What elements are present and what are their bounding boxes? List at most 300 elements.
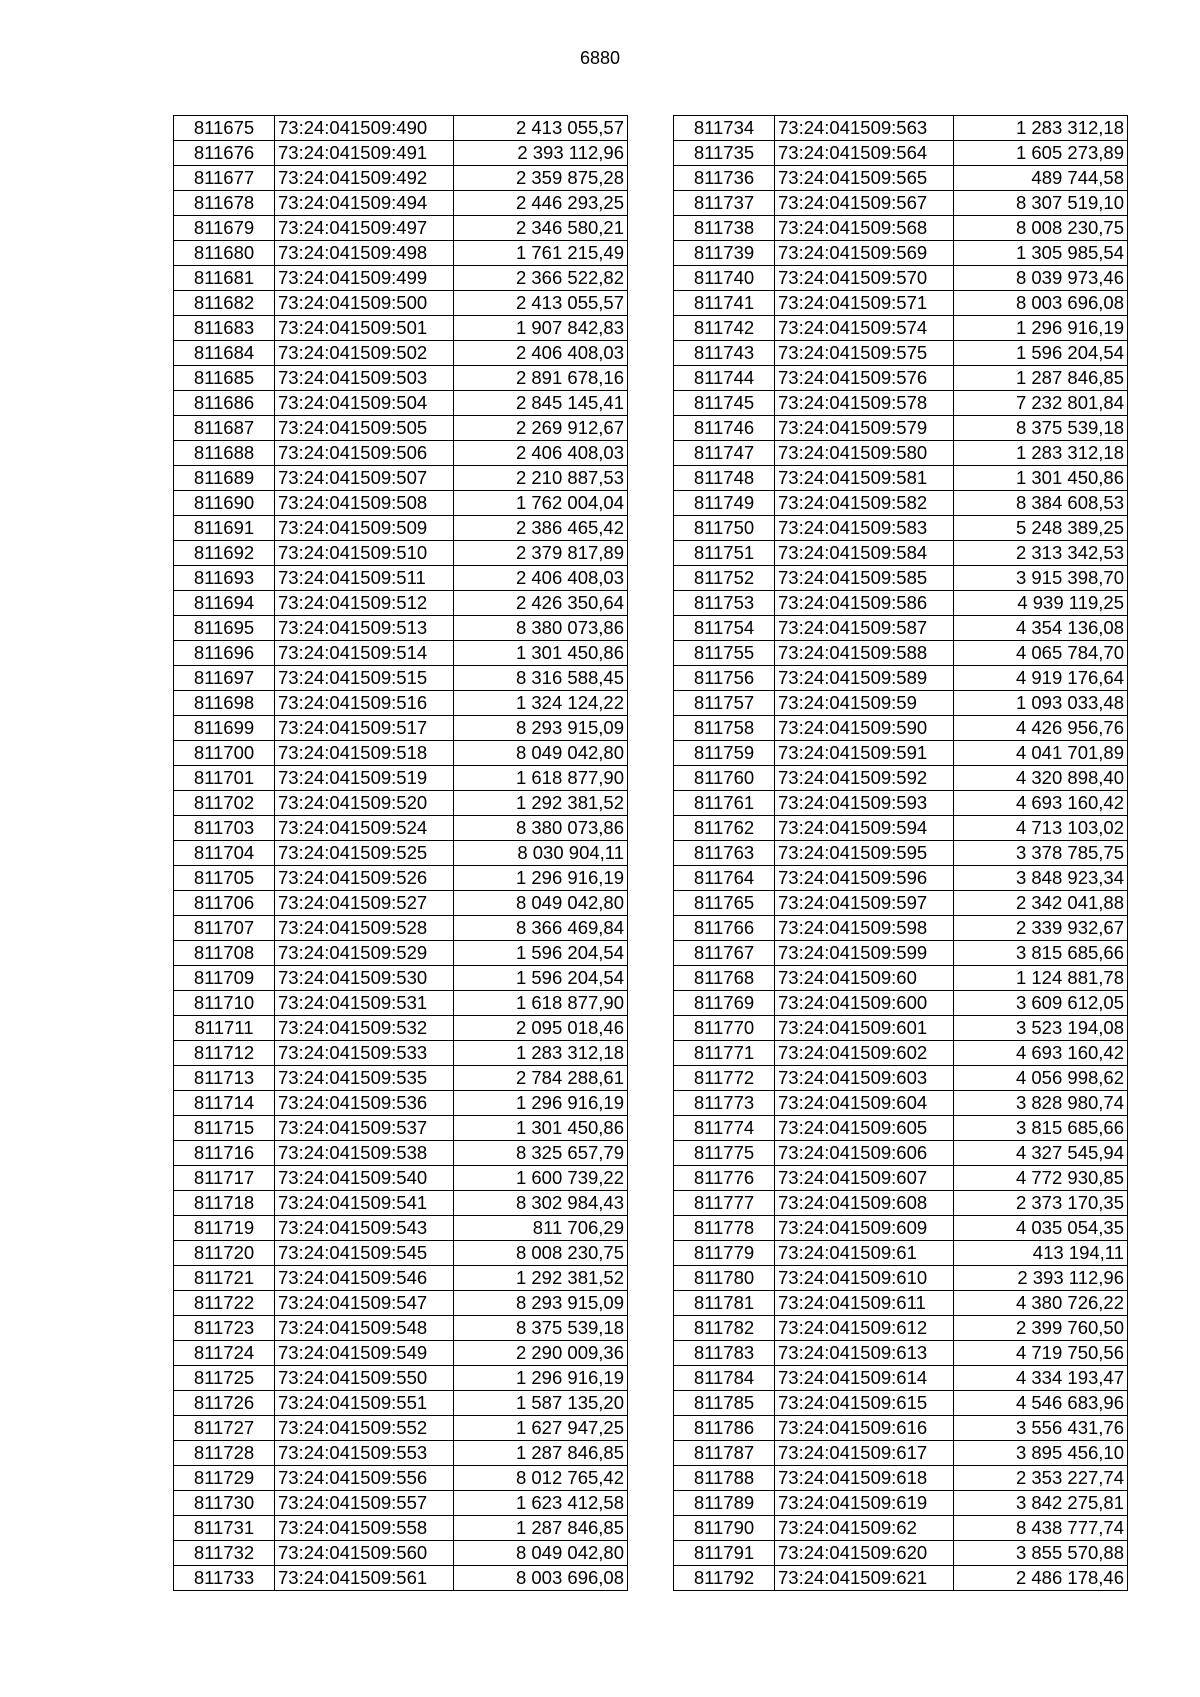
value-cell: 3 523 194,08	[954, 1016, 1128, 1041]
table-row	[174, 1266, 628, 1291]
value-cell: 3 815 685,66	[954, 941, 1128, 966]
cadastral-number-cell: 73:24:041509:607	[775, 1166, 954, 1191]
cadastral-number-cell: 73:24:041509:564	[775, 141, 954, 166]
cadastral-number-cell: 73:24:041509:612	[775, 1316, 954, 1341]
cadastral-number-cell: 73:24:041509:586	[775, 591, 954, 616]
row-number-cell: 811778	[674, 1216, 775, 1241]
cadastral-number-cell: 73:24:041509:600	[775, 991, 954, 1016]
table-row	[674, 1041, 1128, 1066]
cadastral-number-cell: 73:24:041509:591	[775, 741, 954, 766]
row-number-cell: 811737	[674, 191, 775, 216]
cadastral-number-cell: 73:24:041509:594	[775, 816, 954, 841]
cadastral-number-cell: 73:24:041509:608	[775, 1191, 954, 1216]
table-row	[674, 666, 1128, 691]
value-cell: 2 486 178,46	[954, 1566, 1128, 1591]
cadastral-number-cell: 73:24:041509:518	[275, 741, 454, 766]
cadastral-number-cell: 73:24:041509:621	[775, 1566, 954, 1591]
value-cell: 1 296 916,19	[954, 316, 1128, 341]
value-cell: 2 290 009,36	[454, 1341, 628, 1366]
table-row	[674, 1316, 1128, 1341]
table-row	[674, 241, 1128, 266]
cadastral-number-cell: 73:24:041509:532	[275, 1016, 454, 1041]
row-number-cell: 811690	[174, 491, 275, 516]
cadastral-number-cell: 73:24:041509:575	[775, 341, 954, 366]
cadastral-number-cell: 73:24:041509:587	[775, 616, 954, 641]
cadastral-number-cell: 73:24:041509:504	[275, 391, 454, 416]
table-row	[174, 741, 628, 766]
row-number-cell: 811723	[174, 1316, 275, 1341]
value-cell: 8 030 904,11	[454, 841, 628, 866]
table-row	[674, 516, 1128, 541]
cadastral-number-cell: 73:24:041509:570	[775, 266, 954, 291]
table-row	[174, 366, 628, 391]
cadastral-number-cell: 73:24:041509:611	[775, 1291, 954, 1316]
table-row	[674, 116, 1128, 141]
row-number-cell: 811751	[674, 541, 775, 566]
cadastral-number-cell: 73:24:041509:580	[775, 441, 954, 466]
table-row	[674, 1291, 1128, 1316]
row-number-cell: 811693	[174, 566, 275, 591]
value-cell: 1 287 846,85	[954, 366, 1128, 391]
value-cell: 8 438 777,74	[954, 1516, 1128, 1541]
cadastral-number-cell: 73:24:041509:599	[775, 941, 954, 966]
value-cell: 4 380 726,22	[954, 1291, 1128, 1316]
table-row	[174, 841, 628, 866]
value-cell: 1 761 215,49	[454, 241, 628, 266]
cadastral-number-cell: 73:24:041509:579	[775, 416, 954, 441]
table-row	[674, 216, 1128, 241]
row-number-cell: 811722	[174, 1291, 275, 1316]
value-cell: 3 915 398,70	[954, 566, 1128, 591]
table-row	[674, 1141, 1128, 1166]
row-number-cell: 811790	[674, 1516, 775, 1541]
value-cell: 2 406 408,03	[454, 566, 628, 591]
table-row	[174, 216, 628, 241]
value-cell: 8 003 696,08	[954, 291, 1128, 316]
cadastral-number-cell: 73:24:041509:511	[275, 566, 454, 591]
value-cell: 1 324 124,22	[454, 691, 628, 716]
value-cell: 8 008 230,75	[454, 1241, 628, 1266]
cadastral-number-cell: 73:24:041509:620	[775, 1541, 954, 1566]
row-number-cell: 811764	[674, 866, 775, 891]
value-cell: 2 095 018,46	[454, 1016, 628, 1041]
table-row	[174, 1041, 628, 1066]
table-row	[674, 966, 1128, 991]
value-cell: 5 248 389,25	[954, 516, 1128, 541]
cadastral-number-cell: 73:24:041509:557	[275, 1491, 454, 1516]
row-number-cell: 811779	[674, 1241, 775, 1266]
value-cell: 4 065 784,70	[954, 641, 1128, 666]
row-number-cell: 811738	[674, 216, 775, 241]
cadastral-number-cell: 73:24:041509:503	[275, 366, 454, 391]
table-row	[174, 816, 628, 841]
value-cell: 3 848 923,34	[954, 866, 1128, 891]
value-cell: 3 842 275,81	[954, 1491, 1128, 1516]
value-cell: 8 293 915,09	[454, 1291, 628, 1316]
cadastral-number-cell: 73:24:041509:540	[275, 1166, 454, 1191]
row-number-cell: 811704	[174, 841, 275, 866]
cadastral-number-cell: 73:24:041509:574	[775, 316, 954, 341]
row-number-cell: 811687	[174, 416, 275, 441]
row-number-cell: 811706	[174, 891, 275, 916]
row-number-cell: 811695	[174, 616, 275, 641]
table-row	[174, 1491, 628, 1516]
cadastral-number-cell: 73:24:041509:578	[775, 391, 954, 416]
row-number-cell: 811748	[674, 466, 775, 491]
value-cell: 8 375 539,18	[454, 1316, 628, 1341]
value-cell: 1 605 273,89	[954, 141, 1128, 166]
table-row	[674, 291, 1128, 316]
row-number-cell: 811718	[174, 1191, 275, 1216]
table-row	[174, 1416, 628, 1441]
table-row	[174, 266, 628, 291]
table-row	[674, 891, 1128, 916]
row-number-cell: 811736	[674, 166, 775, 191]
row-number-cell: 811762	[674, 816, 775, 841]
table-row	[174, 141, 628, 166]
value-cell: 4 772 930,85	[954, 1166, 1128, 1191]
cadastral-number-cell: 73:24:041509:616	[775, 1416, 954, 1441]
value-cell: 2 406 408,03	[454, 341, 628, 366]
value-cell: 4 713 103,02	[954, 816, 1128, 841]
row-number-cell: 811729	[174, 1466, 275, 1491]
row-number-cell: 811752	[674, 566, 775, 591]
table-row	[674, 141, 1128, 166]
value-cell: 2 379 817,89	[454, 541, 628, 566]
value-cell: 7 232 801,84	[954, 391, 1128, 416]
row-number-cell: 811774	[674, 1116, 775, 1141]
table-row	[174, 1166, 628, 1191]
value-cell: 1 296 916,19	[454, 1366, 628, 1391]
value-cell: 811 706,29	[454, 1216, 628, 1241]
table-row	[174, 691, 628, 716]
cadastral-number-cell: 73:24:041509:494	[275, 191, 454, 216]
row-number-cell: 811744	[674, 366, 775, 391]
value-cell: 2 346 580,21	[454, 216, 628, 241]
table-row	[174, 341, 628, 366]
row-number-cell: 811789	[674, 1491, 775, 1516]
value-cell: 2 845 145,41	[454, 391, 628, 416]
row-number-cell: 811708	[174, 941, 275, 966]
value-cell: 4 320 898,40	[954, 766, 1128, 791]
table-row	[674, 1241, 1128, 1266]
value-cell: 8 302 984,43	[454, 1191, 628, 1216]
row-number-cell: 811734	[674, 116, 775, 141]
cadastral-number-cell: 73:24:041509:543	[275, 1216, 454, 1241]
row-number-cell: 811783	[674, 1341, 775, 1366]
value-cell: 4 546 683,96	[954, 1391, 1128, 1416]
row-number-cell: 811777	[674, 1191, 775, 1216]
value-cell: 8 384 608,53	[954, 491, 1128, 516]
row-number-cell: 811766	[674, 916, 775, 941]
row-number-cell: 811770	[674, 1016, 775, 1041]
cadastral-number-cell: 73:24:041509:547	[275, 1291, 454, 1316]
value-cell: 489 744,58	[954, 166, 1128, 191]
value-cell: 2 269 912,67	[454, 416, 628, 441]
row-number-cell: 811761	[674, 791, 775, 816]
value-cell: 8 049 042,80	[454, 891, 628, 916]
cadastral-number-cell: 73:24:041509:60	[775, 966, 954, 991]
table-row	[174, 1091, 628, 1116]
row-number-cell: 811731	[174, 1516, 275, 1541]
cadastral-number-cell: 73:24:041509:614	[775, 1366, 954, 1391]
cadastral-number-cell: 73:24:041509:560	[275, 1541, 454, 1566]
value-cell: 8 380 073,86	[454, 616, 628, 641]
cadastral-number-cell: 73:24:041509:513	[275, 616, 454, 641]
value-cell: 2 784 288,61	[454, 1066, 628, 1091]
cadastral-number-cell: 73:24:041509:567	[775, 191, 954, 216]
cadastral-number-cell: 73:24:041509:589	[775, 666, 954, 691]
value-cell: 1 305 985,54	[954, 241, 1128, 266]
table-row	[174, 941, 628, 966]
table-row	[174, 541, 628, 566]
value-cell: 3 828 980,74	[954, 1091, 1128, 1116]
cadastral-number-cell: 73:24:041509:526	[275, 866, 454, 891]
value-cell: 2 891 678,16	[454, 366, 628, 391]
value-cell: 1 623 412,58	[454, 1491, 628, 1516]
cadastral-number-cell: 73:24:041509:536	[275, 1091, 454, 1116]
table-row	[174, 491, 628, 516]
value-cell: 2 393 112,96	[454, 141, 628, 166]
table-row	[674, 1216, 1128, 1241]
value-cell: 4 939 119,25	[954, 591, 1128, 616]
row-number-cell: 811787	[674, 1441, 775, 1466]
table-row	[174, 191, 628, 216]
table-row	[674, 991, 1128, 1016]
value-cell: 8 307 519,10	[954, 191, 1128, 216]
row-number-cell: 811757	[674, 691, 775, 716]
cadastral-number-cell: 73:24:041509:556	[275, 1466, 454, 1491]
value-cell: 8 325 657,79	[454, 1141, 628, 1166]
table-row	[674, 566, 1128, 591]
table-row	[674, 866, 1128, 891]
value-cell: 1 292 381,52	[454, 791, 628, 816]
value-cell: 4 426 956,76	[954, 716, 1128, 741]
value-cell: 1 301 450,86	[454, 1116, 628, 1141]
row-number-cell: 811677	[174, 166, 275, 191]
cadastral-number-cell: 73:24:041509:593	[775, 791, 954, 816]
table-row	[174, 316, 628, 341]
value-cell: 2 359 875,28	[454, 166, 628, 191]
table-row	[674, 616, 1128, 641]
value-cell: 2 313 342,53	[954, 541, 1128, 566]
value-cell: 1 296 916,19	[454, 1091, 628, 1116]
row-number-cell: 811743	[674, 341, 775, 366]
value-cell: 2 353 227,74	[954, 1466, 1128, 1491]
table-row	[674, 916, 1128, 941]
row-number-cell: 811726	[174, 1391, 275, 1416]
cadastral-number-cell: 73:24:041509:531	[275, 991, 454, 1016]
cadastral-number-cell: 73:24:041509:582	[775, 491, 954, 516]
value-cell: 3 609 612,05	[954, 991, 1128, 1016]
row-number-cell: 811683	[174, 316, 275, 341]
table-row	[674, 1441, 1128, 1466]
value-cell: 2 399 760,50	[954, 1316, 1128, 1341]
row-number-cell: 811740	[674, 266, 775, 291]
table-row	[174, 1191, 628, 1216]
row-number-cell: 811709	[174, 966, 275, 991]
value-cell: 1 292 381,52	[454, 1266, 628, 1291]
row-number-cell: 811719	[174, 1216, 275, 1241]
value-cell: 2 366 522,82	[454, 266, 628, 291]
table-row	[174, 1466, 628, 1491]
value-cell: 2 386 465,42	[454, 516, 628, 541]
cadastral-number-cell: 73:24:041509:588	[775, 641, 954, 666]
value-cell: 8 049 042,80	[454, 1541, 628, 1566]
value-cell: 2 342 041,88	[954, 891, 1128, 916]
cadastral-number-cell: 73:24:041509:619	[775, 1491, 954, 1516]
row-number-cell: 811698	[174, 691, 275, 716]
table-row	[674, 1391, 1128, 1416]
table-row	[674, 1491, 1128, 1516]
value-cell: 1 296 916,19	[454, 866, 628, 891]
value-cell: 2 406 408,03	[454, 441, 628, 466]
cadastral-number-cell: 73:24:041509:568	[775, 216, 954, 241]
table-row	[674, 166, 1128, 191]
value-cell: 4 327 545,94	[954, 1141, 1128, 1166]
table-row	[674, 491, 1128, 516]
cadastral-number-cell: 73:24:041509:610	[775, 1266, 954, 1291]
row-number-cell: 811682	[174, 291, 275, 316]
row-number-cell: 811739	[674, 241, 775, 266]
value-cell: 1 762 004,04	[454, 491, 628, 516]
cadastral-number-cell: 73:24:041509:519	[275, 766, 454, 791]
row-number-cell: 811714	[174, 1091, 275, 1116]
row-number-cell: 811785	[674, 1391, 775, 1416]
value-cell: 4 693 160,42	[954, 791, 1128, 816]
ledger-table-left	[173, 115, 628, 1591]
table-row	[674, 1466, 1128, 1491]
row-number-cell: 811696	[174, 641, 275, 666]
table-row	[174, 1066, 628, 1091]
row-number-cell: 811703	[174, 816, 275, 841]
value-cell: 8 049 042,80	[454, 741, 628, 766]
table-row	[674, 466, 1128, 491]
row-number-cell: 811791	[674, 1541, 775, 1566]
cadastral-number-cell: 73:24:041509:528	[275, 916, 454, 941]
table-row	[174, 1316, 628, 1341]
row-number-cell: 811705	[174, 866, 275, 891]
cadastral-number-cell: 73:24:041509:510	[275, 541, 454, 566]
cadastral-number-cell: 73:24:041509:61	[775, 1241, 954, 1266]
cadastral-number-cell: 73:24:041509:598	[775, 916, 954, 941]
table-row	[174, 641, 628, 666]
cadastral-number-cell: 73:24:041509:602	[775, 1041, 954, 1066]
cadastral-number-cell: 73:24:041509:62	[775, 1516, 954, 1541]
value-cell: 2 413 055,57	[454, 116, 628, 141]
value-cell: 8 375 539,18	[954, 416, 1128, 441]
table-row	[674, 191, 1128, 216]
table-row	[174, 866, 628, 891]
table-row	[674, 816, 1128, 841]
row-number-cell: 811772	[674, 1066, 775, 1091]
cadastral-number-cell: 73:24:041509:545	[275, 1241, 454, 1266]
table-row	[674, 791, 1128, 816]
value-cell: 8 316 588,45	[454, 666, 628, 691]
row-number-cell: 811759	[674, 741, 775, 766]
cadastral-number-cell: 73:24:041509:615	[775, 1391, 954, 1416]
table-row	[174, 116, 628, 141]
cadastral-number-cell: 73:24:041509:509	[275, 516, 454, 541]
row-number-cell: 811775	[674, 1141, 775, 1166]
value-cell: 2 373 170,35	[954, 1191, 1128, 1216]
row-number-cell: 811688	[174, 441, 275, 466]
row-number-cell: 811753	[674, 591, 775, 616]
table-row	[174, 766, 628, 791]
table-row	[174, 916, 628, 941]
ledger-table-right	[673, 115, 1128, 1591]
value-cell: 4 919 176,64	[954, 666, 1128, 691]
row-number-cell: 811686	[174, 391, 275, 416]
cadastral-number-cell: 73:24:041509:507	[275, 466, 454, 491]
row-number-cell: 811701	[174, 766, 275, 791]
table-row	[174, 791, 628, 816]
cadastral-number-cell: 73:24:041509:529	[275, 941, 454, 966]
row-number-cell: 811756	[674, 666, 775, 691]
value-cell: 1 600 739,22	[454, 1166, 628, 1191]
value-cell: 2 210 887,53	[454, 466, 628, 491]
cadastral-number-cell: 73:24:041509:603	[775, 1066, 954, 1091]
value-cell: 8 039 973,46	[954, 266, 1128, 291]
table-row	[174, 566, 628, 591]
value-cell: 8 380 073,86	[454, 816, 628, 841]
table-row	[174, 1566, 628, 1591]
row-number-cell: 811680	[174, 241, 275, 266]
row-number-cell: 811788	[674, 1466, 775, 1491]
cadastral-number-cell: 73:24:041509:550	[275, 1366, 454, 1391]
cadastral-number-cell: 73:24:041509:606	[775, 1141, 954, 1166]
page-number: 6880	[579, 48, 621, 68]
row-number-cell: 811681	[174, 266, 275, 291]
value-cell: 1 618 877,90	[454, 766, 628, 791]
row-number-cell: 811732	[174, 1541, 275, 1566]
cadastral-number-cell: 73:24:041509:604	[775, 1091, 954, 1116]
table-row	[674, 1091, 1128, 1116]
cadastral-number-cell: 73:24:041509:541	[275, 1191, 454, 1216]
cadastral-number-cell: 73:24:041509:553	[275, 1441, 454, 1466]
cadastral-number-cell: 73:24:041509:552	[275, 1416, 454, 1441]
table-row	[174, 441, 628, 466]
table-row	[174, 166, 628, 191]
row-number-cell: 811685	[174, 366, 275, 391]
value-cell: 1 627 947,25	[454, 1416, 628, 1441]
table-row	[674, 1416, 1128, 1441]
value-cell: 4 719 750,56	[954, 1341, 1128, 1366]
table-row	[174, 291, 628, 316]
row-number-cell: 811724	[174, 1341, 275, 1366]
row-number-cell: 811675	[174, 116, 275, 141]
table-row	[674, 266, 1128, 291]
cadastral-number-cell: 73:24:041509:596	[775, 866, 954, 891]
cadastral-number-cell: 73:24:041509:506	[275, 441, 454, 466]
value-cell: 2 393 112,96	[954, 1266, 1128, 1291]
cadastral-number-cell: 73:24:041509:517	[275, 716, 454, 741]
cadastral-number-cell: 73:24:041509:569	[775, 241, 954, 266]
cadastral-number-cell: 73:24:041509:538	[275, 1141, 454, 1166]
table-row	[674, 1366, 1128, 1391]
table-row	[674, 1116, 1128, 1141]
cadastral-number-cell: 73:24:041509:514	[275, 641, 454, 666]
row-number-cell: 811758	[674, 716, 775, 741]
cadastral-number-cell: 73:24:041509:520	[275, 791, 454, 816]
value-cell: 3 895 456,10	[954, 1441, 1128, 1466]
value-cell: 3 378 785,75	[954, 841, 1128, 866]
table-row	[674, 341, 1128, 366]
table-row	[674, 741, 1128, 766]
cadastral-number-cell: 73:24:041509:537	[275, 1116, 454, 1141]
row-number-cell: 811727	[174, 1416, 275, 1441]
cadastral-number-cell: 73:24:041509:571	[775, 291, 954, 316]
